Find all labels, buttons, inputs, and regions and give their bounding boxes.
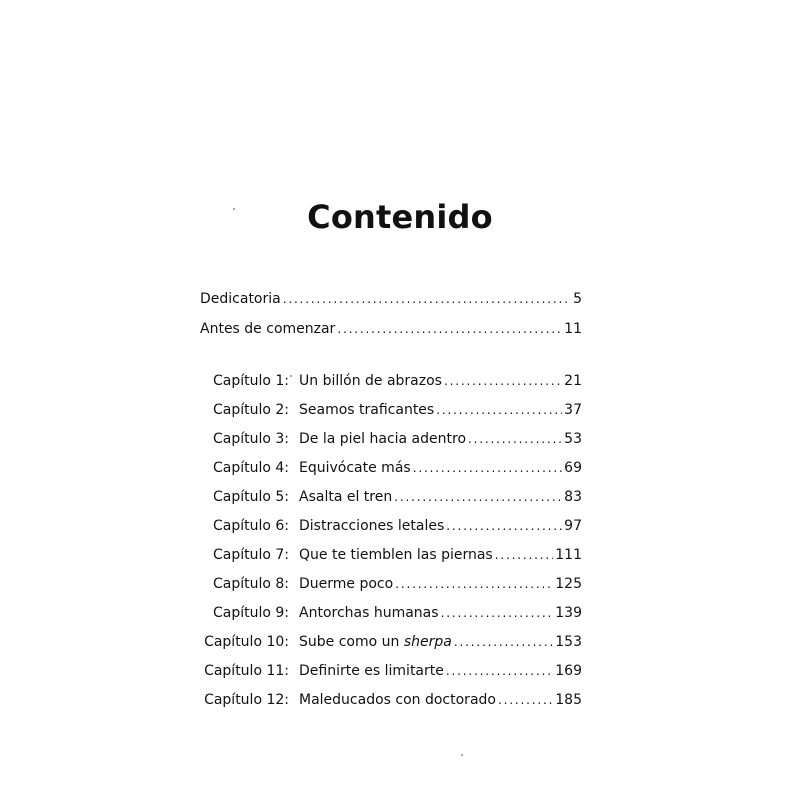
dot-leader <box>446 664 553 678</box>
chapter-label: Capítulo 10: <box>204 634 289 650</box>
chapter-page: 169 <box>555 663 582 679</box>
chapter-page: 139 <box>555 605 582 621</box>
chapter-title-text: Distracciones letales <box>299 518 445 534</box>
chapter-page: 125 <box>555 576 582 592</box>
toc-entry-chapter-11 <box>196 663 582 679</box>
toc-entry-chapter-10 <box>196 634 582 650</box>
chapter-label: Capítulo 9: <box>212 605 289 621</box>
chapter-title <box>299 605 439 621</box>
dot-leader <box>444 374 562 388</box>
dot-leader <box>468 432 562 446</box>
chapter-page: 153 <box>555 634 582 650</box>
chapter-page: 83 <box>564 489 582 505</box>
chapter-title-italic: sherpa <box>403 634 452 650</box>
toc-entry-chapter-12 <box>196 692 582 708</box>
chapter-title <box>299 460 411 476</box>
chapter-title-text: Seamos traficantes <box>299 402 435 418</box>
page-speck <box>290 375 292 377</box>
entry-title: Antes de comenzar <box>200 321 336 337</box>
chapter-page: 21 <box>564 373 582 389</box>
chapter-title <box>299 576 393 592</box>
chapter-title <box>299 692 496 708</box>
dot-leader <box>337 322 562 336</box>
chapter-page: 69 <box>564 460 582 476</box>
chapter-title-text: Equivócate más <box>299 460 411 476</box>
chapter-title <box>299 547 493 563</box>
page-speck <box>233 208 235 210</box>
chapter-title-text: Sube como un <box>299 634 400 650</box>
chapter-title-text: Duerme poco <box>299 576 394 592</box>
toc-entry-chapter-5 <box>196 489 582 505</box>
chapter-title <box>299 518 444 534</box>
page-speck <box>461 754 463 756</box>
toc-entry-chapter-8 <box>196 576 582 592</box>
dot-leader <box>413 461 562 475</box>
dot-leader <box>436 403 562 417</box>
page-title: Contenido <box>307 198 493 236</box>
chapter-page: 53 <box>564 431 582 447</box>
chapter-title-text: Un billón de abrazos <box>299 373 442 389</box>
chapter-label: Capítulo 12: <box>204 692 289 708</box>
dot-leader <box>441 606 554 620</box>
chapter-title-text: Maleducados con doctorado <box>299 692 496 708</box>
chapter-title <box>299 634 452 650</box>
chapter-title <box>299 431 466 447</box>
dot-leader <box>498 693 553 707</box>
entry-page: 5 <box>573 291 582 307</box>
chapter-label: Capítulo 3: <box>212 431 289 447</box>
chapter-label: Capítulo 6: <box>212 518 289 534</box>
entry-title: Dedicatoria <box>200 291 281 307</box>
toc-entry-dedicatoria <box>200 291 582 307</box>
chapter-title-text: Que te tiemblen las piernas <box>299 547 493 563</box>
chapter-page: 111 <box>555 547 582 563</box>
chapter-page: 185 <box>555 692 582 708</box>
chapter-title-text: Asalta el tren <box>299 489 393 505</box>
toc-entry-antes <box>200 321 582 337</box>
chapter-title-text: De la piel hacia adentro <box>299 431 467 447</box>
toc-entry-chapter-1 <box>196 373 582 389</box>
toc-entry-chapter-2 <box>196 402 582 418</box>
dot-leader <box>283 292 571 306</box>
chapter-title-text: Definirte es limitarte <box>299 663 444 679</box>
dot-leader <box>495 548 554 562</box>
chapter-label: Capítulo 1: <box>212 373 289 389</box>
chapter-label: Capítulo 2: <box>212 402 289 418</box>
dot-leader <box>446 519 562 533</box>
chapter-label: Capítulo 8: <box>212 576 289 592</box>
toc-entry-chapter-7 <box>196 547 582 563</box>
toc-entry-chapter-3 <box>196 431 582 447</box>
chapter-label: Capítulo 5: <box>212 489 289 505</box>
toc-entry-chapter-4 <box>196 460 582 476</box>
dot-leader <box>395 577 553 591</box>
chapter-title-text: Antorchas humanas <box>299 605 439 621</box>
dot-leader <box>394 490 562 504</box>
chapter-title <box>299 489 392 505</box>
chapter-title <box>299 402 434 418</box>
chapter-page: 37 <box>564 402 582 418</box>
chapter-label: Capítulo 11: <box>204 663 289 679</box>
chapter-title <box>299 373 442 389</box>
toc-entry-chapter-6 <box>196 518 582 534</box>
chapter-title <box>299 663 444 679</box>
chapter-page: 97 <box>564 518 582 534</box>
dot-leader <box>454 635 553 649</box>
toc-entry-chapter-9 <box>196 605 582 621</box>
chapter-label: Capítulo 7: <box>212 547 289 563</box>
chapter-label: Capítulo 4: <box>212 460 289 476</box>
entry-page: 11 <box>564 321 582 337</box>
